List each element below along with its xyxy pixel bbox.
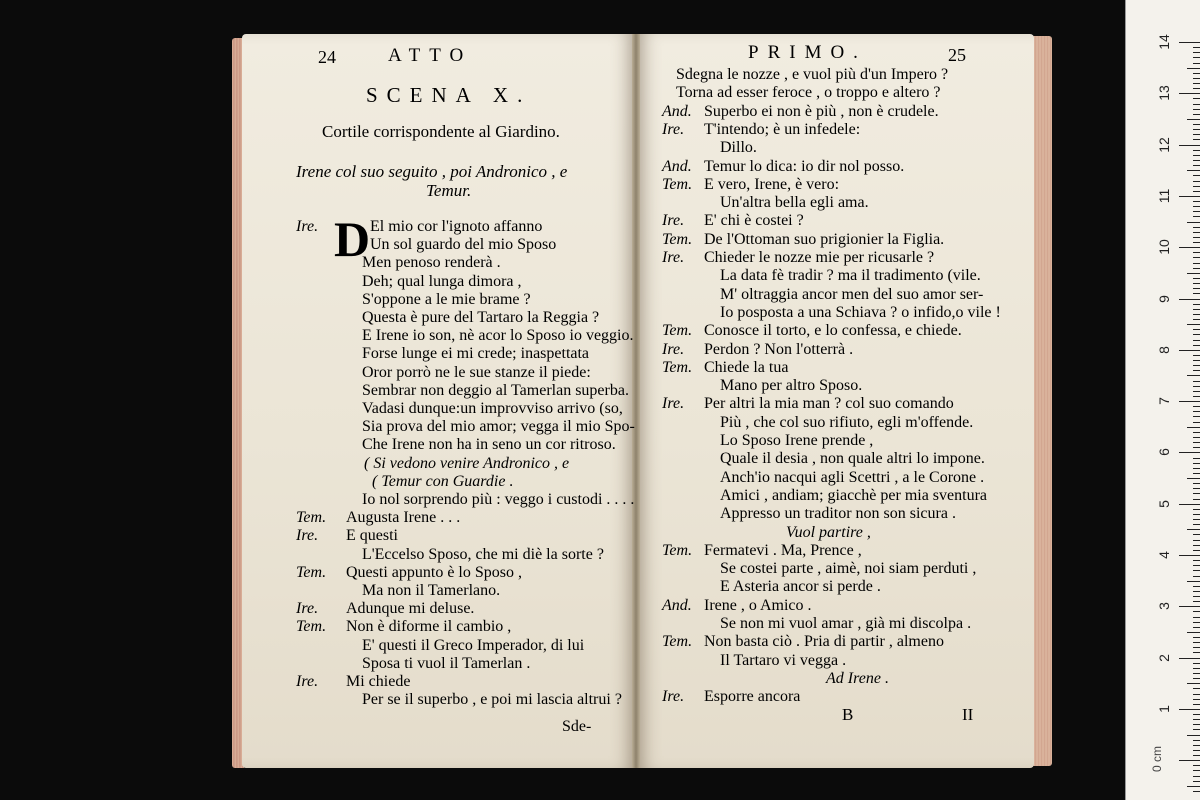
ruler-tick: [1193, 627, 1200, 628]
verse-line: Perdon ? Non l'otterrà .: [704, 340, 854, 358]
verse-line: ( Si vedono venire Andronico , e: [364, 454, 570, 472]
ruler-number: 3: [1156, 602, 1172, 611]
ruler-tick: [1193, 319, 1200, 320]
ruler-tick: [1187, 735, 1200, 736]
ruler-tick: [1187, 68, 1200, 69]
speaker-label: Tem.: [662, 322, 693, 340]
ruler-tick: [1193, 755, 1200, 756]
verse-line: La data fè tradir ? ma il tradimento (vile.: [720, 267, 981, 285]
verse-line: L'Eccelso Sposo, che mi diè la sorte ?: [362, 545, 604, 563]
ruler-tick: [1193, 694, 1200, 695]
verse-line: Sdegna le nozze , e vuol più d'un Impero ?: [676, 66, 949, 83]
speaker-label: Ire.: [662, 120, 685, 138]
verse-line: T'intendo; è un infedele:: [704, 120, 861, 138]
verse-line: Un'altra bella egli ama.: [720, 194, 869, 212]
verse-line: Conosce il torto, e lo confessa, e chiede.: [704, 322, 962, 340]
ruler-tick: [1193, 432, 1200, 433]
speaker-label: And.: [662, 102, 692, 120]
verse-line: Un sol guardo del mio Sposo: [370, 236, 557, 254]
ruler-tick: [1193, 314, 1200, 315]
verse-line: Più , che col suo rifiuto, egli m'offende.: [720, 413, 974, 431]
ruler-tick: [1193, 565, 1200, 566]
ruler-tick: [1193, 688, 1200, 689]
verse-line: Quale il desia , non quale altri lo impone.: [720, 450, 985, 468]
speaker-label: Tem.: [296, 509, 327, 527]
ruler-tick: [1193, 519, 1200, 520]
verse-line: Irene , o Amico .: [704, 596, 812, 614]
ruler-tick: [1193, 381, 1200, 382]
ruler-tick: [1193, 586, 1200, 587]
speaker-label: Tem.: [662, 358, 693, 376]
ruler-tick: [1193, 329, 1200, 330]
ruler-tick: [1193, 729, 1200, 730]
ruler-tick: [1193, 750, 1200, 751]
ruler-tick: [1193, 560, 1200, 561]
left-page-number: 24: [318, 47, 336, 67]
verse-line: Sembrar non deggio al Tamerlan superba.: [362, 381, 629, 399]
ruler-tick: [1187, 119, 1200, 120]
ruler-tick: [1193, 596, 1200, 597]
verse-line: E vero, Irene, è vero:: [704, 175, 840, 193]
verse-line: Lo Sposo Irene prende ,: [720, 432, 874, 449]
ruler-tick: [1193, 776, 1200, 777]
ruler-number: 7: [1156, 397, 1172, 405]
right-running-head: PRIMO.: [748, 42, 867, 63]
ruler-tick: [1193, 57, 1200, 58]
ruler-tick: [1193, 540, 1200, 541]
ruler-tick: [1193, 499, 1200, 500]
ruler-tick: [1193, 673, 1200, 674]
ruler-tick: [1193, 678, 1200, 679]
ruler-tick: [1193, 334, 1200, 335]
ruler-tick: [1193, 524, 1200, 525]
ruler-tick: [1193, 601, 1200, 602]
ruler-tick: [1193, 134, 1200, 135]
verse-line: Sposa ti vuol il Tamerlan .: [362, 654, 531, 672]
verse-line: Sia prova del mio amor; vegga il mio Spo-: [362, 418, 635, 436]
verse-line: Per se il superbo , e poi mi lascia altrui ?: [362, 691, 622, 709]
ruler-tick: [1193, 483, 1200, 484]
speaker-label: Tem.: [296, 563, 327, 581]
verse-line: Non basta ciò . Pria di partir , almeno: [704, 633, 944, 651]
speaker-label: Tem.: [662, 633, 693, 651]
ruler-tick: [1179, 350, 1200, 351]
scene-heading: SCENA X.: [366, 83, 532, 107]
ruler-tick: [1193, 447, 1200, 448]
speaker-label: Tem.: [296, 618, 327, 636]
ruler-tick: [1179, 145, 1200, 146]
ruler-tick: [1193, 647, 1200, 648]
ruler-tick: [1193, 309, 1200, 310]
verse-line: Chiede la tua: [704, 358, 789, 376]
ruler-tick: [1193, 186, 1200, 187]
verse-line: Forse lunge ei mi crede; inaspettata: [362, 345, 590, 363]
ruler-tick: [1193, 165, 1200, 166]
ruler-tick: [1193, 514, 1200, 515]
verse-line: Se costei parte , aimè, noi siam perduti ,: [720, 560, 977, 578]
ruler-tick: [1179, 452, 1200, 453]
ruler-tick: [1193, 488, 1200, 489]
ruler-tick: [1179, 247, 1200, 248]
ruler-tick: [1193, 73, 1200, 74]
verse-line: Io posposta a una Schiava ? o infido,o vile !: [720, 303, 1001, 321]
stage-direction-cont: Temur.: [426, 181, 472, 200]
ruler-tick: [1187, 273, 1200, 274]
ruler-tick: [1193, 545, 1200, 546]
ruler-tick: [1193, 652, 1200, 653]
ruler-tick: [1193, 468, 1200, 469]
ruler-tick: [1179, 504, 1200, 505]
verse-line: Men penoso renderà .: [362, 254, 501, 272]
verse-line: Chieder le nozze mie per ricusarle ?: [704, 249, 935, 266]
verse-line: Torna ad esser feroce , o troppo e altero ?: [676, 84, 941, 102]
verse-line: Oror porrò ne le sue stanze il piede:: [362, 363, 591, 381]
verse-line: Adunque mi deluse.: [346, 600, 475, 618]
ruler-tick: [1187, 375, 1200, 376]
ruler-tick: [1193, 78, 1200, 79]
verse-line: Mi chiede: [346, 673, 411, 690]
ruler-tick: [1187, 170, 1200, 171]
verse-line: E' chi è costei ?: [704, 212, 804, 230]
verse-line: De l'Ottoman suo prigionier la Figlia.: [704, 230, 945, 248]
ruler-tick: [1193, 104, 1200, 105]
ruler-tick: [1179, 42, 1200, 43]
ruler-tick: [1187, 324, 1200, 325]
right-page-number: 25: [948, 45, 966, 65]
ruler-tick: [1193, 770, 1200, 771]
verse-line: Che Irene non ha in seno un cor ritroso.: [362, 436, 616, 454]
ruler-tick: [1193, 591, 1200, 592]
ruler-tick: [1179, 709, 1200, 710]
ruler-tick: [1193, 139, 1200, 140]
ruler-number: 14: [1156, 34, 1172, 50]
speaker-label: Ire.: [296, 600, 319, 618]
ruler-tick: [1179, 658, 1200, 659]
ruler-number: 6: [1156, 448, 1172, 457]
ruler-tick: [1193, 791, 1200, 792]
ruler-tick: [1193, 304, 1200, 305]
speaker-label: And.: [662, 596, 692, 614]
speaker-label: And.: [662, 157, 692, 175]
ruler-tick: [1193, 663, 1200, 664]
verse-line: Questi appunto è lo Sposo ,: [346, 563, 522, 581]
ruler-tick: [1193, 52, 1200, 53]
ruler-tick: [1193, 360, 1200, 361]
verse-line: E Asteria ancor si perde .: [720, 578, 881, 596]
verse-line: Amici , andiam; giacchè per mia sventura: [720, 486, 988, 504]
ruler-number: 13: [1156, 85, 1172, 102]
verse-line: Augusta Irene . . .: [346, 509, 461, 527]
ruler-tick: [1193, 355, 1200, 356]
ruler-tick: [1193, 88, 1200, 89]
verse-line: Questa è pure del Tartaro la Reggia ?: [362, 309, 600, 326]
verse-line: Se non mi vuol amar , già mi discolpa .: [720, 615, 972, 632]
ruler-tick: [1193, 637, 1200, 638]
drop-cap: D: [334, 211, 371, 267]
speaker-label: Ire.: [662, 249, 685, 266]
ruler-tick: [1179, 196, 1200, 197]
ruler-tick: [1193, 288, 1200, 289]
ruler-tick: [1193, 129, 1200, 130]
ruler-tick: [1179, 606, 1200, 607]
ruler-tick: [1193, 201, 1200, 202]
ruler-tick: [1193, 781, 1200, 782]
verse-line: Anch'io nacqui agli Scettri , a le Corone .: [720, 468, 985, 486]
speaker-label: Tem.: [662, 541, 693, 559]
verse-line: El mio cor l'ignoto affanno: [370, 218, 543, 235]
speaker-label: Tem.: [662, 230, 693, 248]
ruler-tick: [1193, 47, 1200, 48]
verse-line: Esporre ancora: [704, 688, 801, 706]
verse-line: Dillo.: [720, 139, 757, 157]
ruler-tick: [1193, 206, 1200, 207]
ruler-tick: [1193, 611, 1200, 612]
ruler-tick: [1193, 155, 1200, 156]
ruler-tick: [1187, 786, 1200, 787]
ruler-number: 10: [1156, 239, 1172, 255]
ruler-tick: [1193, 576, 1200, 577]
ruler-tick: [1193, 422, 1200, 423]
speaker-label: Ire.: [662, 212, 685, 230]
ruler-tick: [1193, 283, 1200, 284]
speaker-label: Ire.: [296, 673, 319, 690]
ruler-tick: [1193, 416, 1200, 417]
verse-line: Per altri la mia man ? col suo comando: [704, 395, 954, 413]
ruler-tick: [1193, 406, 1200, 407]
verse-line: Vuol partire ,: [786, 523, 871, 541]
ruler-tick: [1193, 740, 1200, 741]
ruler-tick: [1193, 714, 1200, 715]
ruler-number: 4: [1156, 551, 1172, 559]
ruler-tick: [1193, 175, 1200, 176]
ruler-tick: [1187, 222, 1200, 223]
ruler-tick: [1193, 745, 1200, 746]
ruler-tick: [1193, 386, 1200, 387]
ruler-tick: [1193, 365, 1200, 366]
ruler-tick: [1179, 760, 1200, 761]
ruler-number: 8: [1156, 345, 1172, 354]
ruler-tick: [1193, 617, 1200, 618]
speaker-label: Ire.: [662, 688, 685, 706]
ruler-tick: [1193, 257, 1200, 258]
ruler-tick: [1193, 642, 1200, 643]
speaker-label: Ire.: [296, 527, 319, 545]
ruler-tick: [1193, 211, 1200, 212]
verse-line: E' questi il Greco Imperador, di lui: [362, 636, 585, 654]
verse-line: Temur lo dica: io dir nol posso.: [704, 157, 905, 175]
verse-line: Ad Irene .: [826, 669, 889, 687]
ruler-tick: [1193, 493, 1200, 494]
signature-mark-2: II: [962, 705, 974, 724]
ruler-tick: [1193, 437, 1200, 438]
speaker-label: Ire.: [662, 340, 685, 358]
verse-line: E questi: [346, 527, 398, 545]
ruler-tick: [1193, 473, 1200, 474]
ruler-tick: [1193, 242, 1200, 243]
verse-line: Ma non il Tamerlano.: [362, 582, 501, 599]
catchword: Sde-: [562, 718, 592, 735]
ruler-tick: [1187, 529, 1200, 530]
verse-line: M' oltraggia ancor men del suo amor ser-: [720, 285, 984, 303]
verse-line: Il Tartaro vi vegga .: [720, 651, 847, 669]
ruler-unit-label: 0 cm: [1150, 745, 1165, 773]
ruler-tick: [1193, 704, 1200, 705]
ruler-tick: [1193, 232, 1200, 233]
ruler-tick: [1193, 396, 1200, 397]
speaker-label: Tem.: [662, 175, 693, 193]
ruler-tick: [1193, 411, 1200, 412]
ruler-tick: [1193, 181, 1200, 182]
ruler-tick: [1193, 458, 1200, 459]
ruler-tick: [1187, 427, 1200, 428]
ruler-tick: [1193, 114, 1200, 115]
ruler-number: 11: [1156, 188, 1172, 204]
ruler-tick: [1193, 550, 1200, 551]
ruler-tick: [1193, 227, 1200, 228]
ruler-tick: [1193, 263, 1200, 264]
ruler-tick: [1187, 581, 1200, 582]
ruler-tick: [1193, 278, 1200, 279]
ruler-tick: [1193, 699, 1200, 700]
verse-line: ( Temur con Guardie .: [372, 472, 514, 490]
ruler-number: 5: [1156, 499, 1172, 508]
ruler-tick: [1193, 237, 1200, 238]
verse-line: Superbo ei non è più , non è crudele.: [704, 102, 939, 120]
ruler-tick: [1193, 150, 1200, 151]
ruler-number: 9: [1156, 294, 1172, 303]
ruler-tick: [1179, 401, 1200, 402]
ruler-tick: [1193, 124, 1200, 125]
ruler-tick: [1179, 93, 1200, 94]
ruler-number: 2: [1156, 653, 1172, 662]
ruler-tick: [1193, 570, 1200, 571]
measuring-ruler: [1125, 0, 1200, 800]
ruler-tick: [1179, 299, 1200, 300]
ruler-tick: [1193, 391, 1200, 392]
verse-line: Io nol sorprendo più : veggo i custodi . . . .: [362, 491, 635, 508]
signature-mark: B: [842, 705, 854, 724]
speaker-label: Ire.: [662, 395, 685, 413]
ruler-tick: [1193, 534, 1200, 535]
ruler-tick: [1193, 191, 1200, 192]
speaker-label: Ire.: [296, 218, 319, 235]
ruler-tick: [1193, 509, 1200, 510]
ruler-tick: [1193, 345, 1200, 346]
verse-line: Non è diforme il cambio ,: [346, 618, 512, 636]
ruler-number: 12: [1156, 136, 1172, 153]
ruler-tick: [1193, 109, 1200, 110]
stage-direction: Irene col suo seguito , poi Andronico , e: [296, 162, 568, 181]
verse-line: Fermatevi . Ma, Prence ,: [704, 541, 862, 559]
ruler-tick: [1193, 63, 1200, 64]
ruler-tick: [1187, 683, 1200, 684]
verse-line: Vadasi dunque:un improvviso arrivo (so,: [362, 400, 623, 417]
book-gutter: [632, 34, 640, 768]
ruler-tick: [1193, 160, 1200, 161]
ruler-tick: [1187, 478, 1200, 479]
ruler-tick: [1193, 442, 1200, 443]
ruler-tick: [1193, 463, 1200, 464]
ruler-tick: [1193, 622, 1200, 623]
ruler-tick: [1193, 724, 1200, 725]
left-running-head: ATTO: [388, 45, 473, 66]
ruler-tick: [1187, 632, 1200, 633]
ruler-tick: [1193, 340, 1200, 341]
ruler-tick: [1193, 719, 1200, 720]
ruler-tick: [1193, 216, 1200, 217]
ruler-number: 1: [1156, 705, 1172, 713]
ruler-tick: [1193, 98, 1200, 99]
ruler-tick: [1193, 765, 1200, 766]
verse-line: Deh; qual lunga dimora ,: [362, 272, 522, 290]
ruler-tick: [1193, 668, 1200, 669]
ruler-tick: [1193, 252, 1200, 253]
verse-line: E Irene io son, nè acor lo Sposo io veggio.: [362, 327, 634, 345]
ruler-tick: [1193, 370, 1200, 371]
ruler-tick: [1193, 268, 1200, 269]
ruler-tick: [1193, 293, 1200, 294]
verse-line: Appresso un traditor non son sicura .: [720, 505, 956, 523]
ruler-tick: [1179, 555, 1200, 556]
scene-setting: Cortile corrispondente al Giardino.: [322, 122, 560, 141]
ruler-tick: [1193, 83, 1200, 84]
verse-line: Mano per altro Sposo.: [720, 377, 863, 395]
verse-line: S'oppone a le mie brame ?: [362, 290, 531, 308]
